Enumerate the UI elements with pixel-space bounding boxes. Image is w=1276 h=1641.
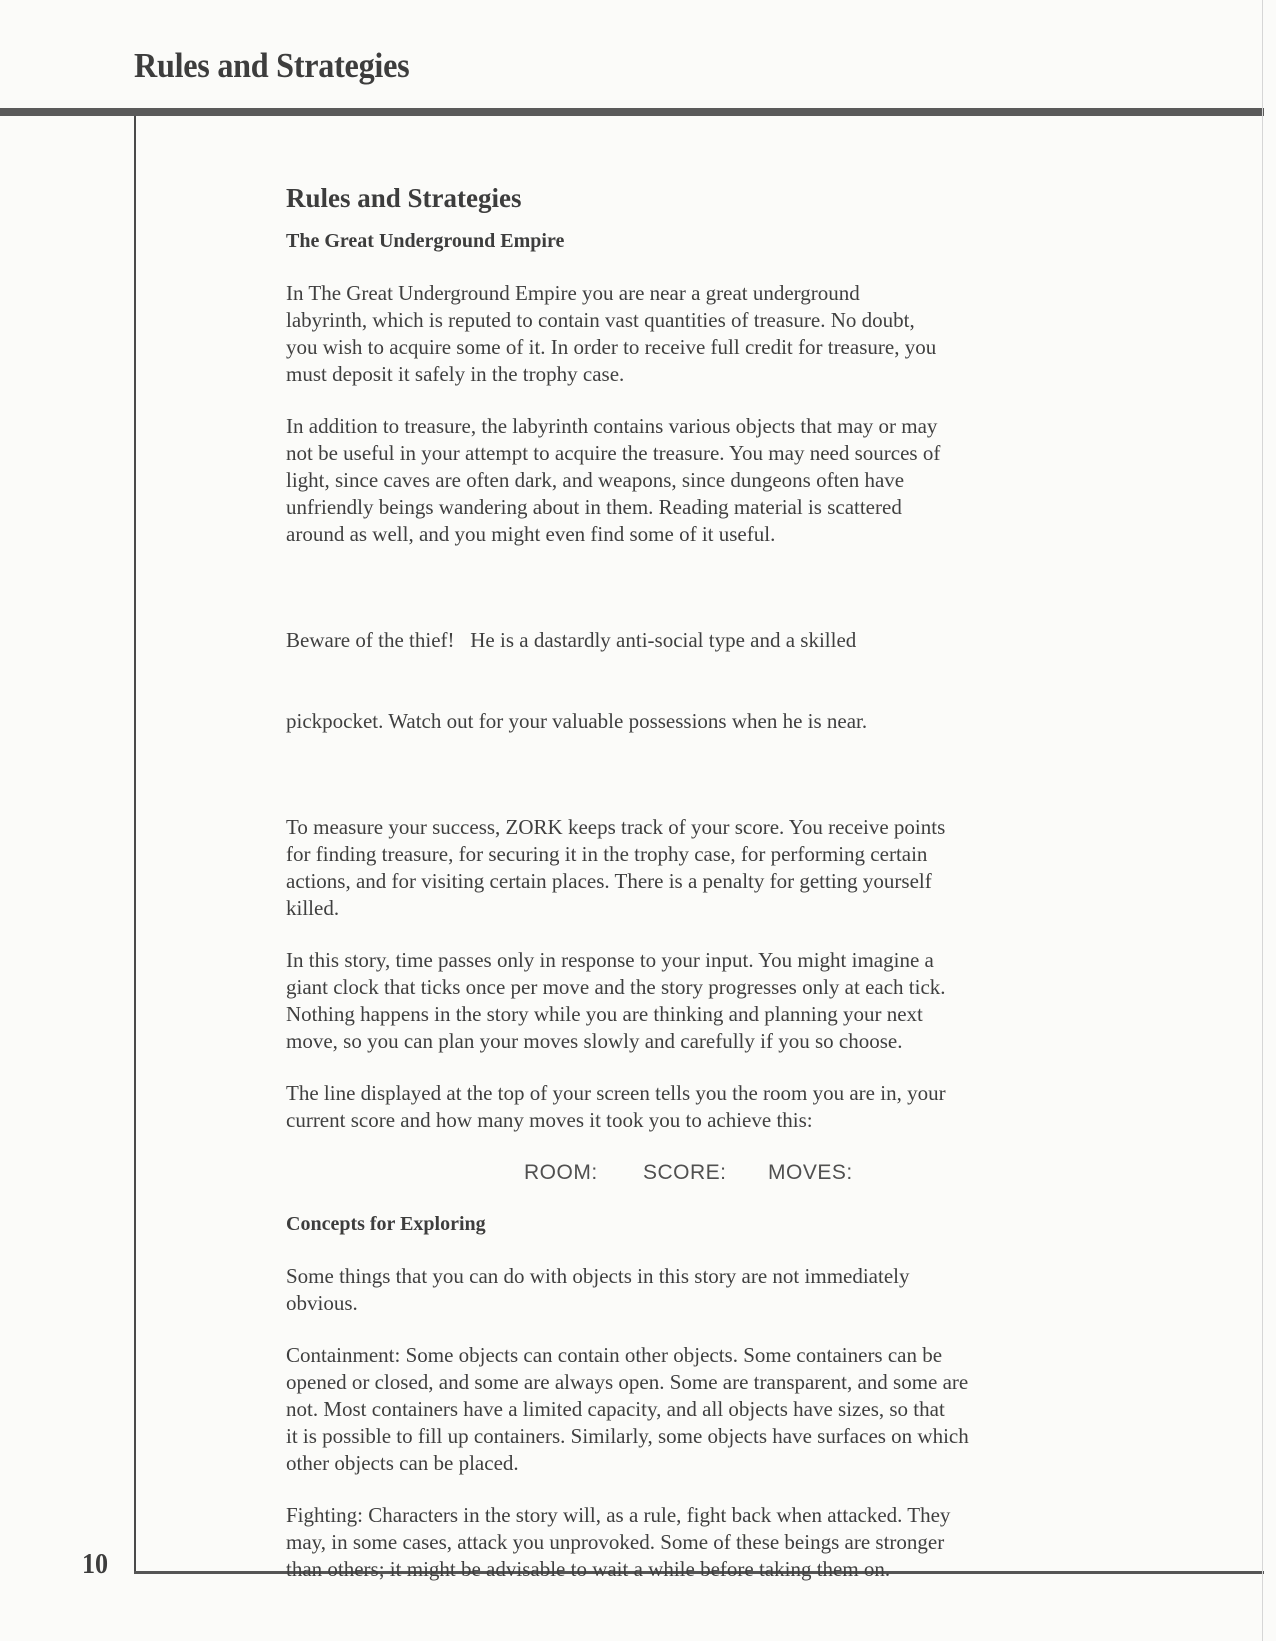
text-line: In addition to treasure, the labyrinth contains various objects that may or may [286,414,938,438]
page-content [286,180,1116,1583]
text-line: it is possible to fill up containers. Similarly, some objects have surfaces on which [286,1424,969,1448]
text-line: labyrinth, which is reputed to contain vast quantities of treasure. No doubt, [286,308,915,332]
text-line: may, in some cases, attack you unprovoked. Some of these beings are stronger [286,1530,945,1554]
page-edge [1262,0,1263,1641]
page-number: 10 [82,1548,109,1580]
left-rule [134,116,136,1573]
text-line: than others; it might be advisable to wait a while before taking them on. [286,1557,891,1581]
text-line: pickpocket. Watch out for your valuable possessions when he is near. [286,709,868,733]
text-line: move, so you can plan your moves slowly and carefully if you so choose. [286,1029,903,1053]
paragraph-time [286,947,1116,1055]
status-room-label: ROOM: [524,1161,598,1184]
text-line: not. Most containers have a limited capacity, and all objects have sizes, so that [286,1397,945,1421]
status-moves-label: MOVES: [768,1161,853,1184]
paragraph-containment [286,1342,1116,1477]
section-title: Rules and Strategies [286,183,522,213]
text-line: Nothing happens in the story while you are thinking and planning your next [286,1002,923,1026]
subheading-great-underground-empire: The Great Underground Empire [286,230,565,252]
text-line: obvious. [286,1291,358,1315]
text-line: The line displayed at the top of your screen tells you the room you are in, your [286,1081,946,1105]
paragraph-intro [286,280,1116,388]
text-line: must deposit it safely in the trophy case. [286,362,625,386]
top-rule [0,108,1264,116]
text-line: Some things that you can do with objects in this story are not immediately [286,1264,910,1288]
text-line: actions, and for visiting certain places. There is a penalty for getting yourself [286,869,932,893]
text-line: giant clock that ticks once per move and the story progresses only at each tick. [286,975,946,999]
paragraph-score [286,814,1116,922]
paragraph-fighting [286,1502,1116,1583]
text-line: for finding treasure, for securing it in the trophy case, for performing certain [286,842,928,866]
text-line: In this story, time passes only in response to your input. You might imagine a [286,948,934,972]
text-line: opened or closed, and some are always open. Some are transparent, and some are [286,1370,969,1394]
status-line-example [286,1159,1116,1186]
paragraph-objects [286,413,1116,548]
text-line: To measure your success, ZORK keeps track of your score. You receive points [286,815,946,839]
text-line: Containment: Some objects can contain other objects. Some containers can be [286,1343,943,1367]
paragraph-concepts-intro [286,1263,1116,1317]
text-line: not be useful in your attempt to acquire the treasure. You may need sources of [286,441,941,465]
text-line: light, since caves are often dark, and weapons, since dungeons often have [286,468,905,492]
text-line: killed. [286,896,340,920]
text-line: other objects can be placed. [286,1451,519,1475]
text-line: Beware of the thief! He is a dastardly anti-social type and a skilled [286,628,857,652]
running-head: Rules and Strategies [134,46,410,85]
text-line: Fighting: Characters in the story will, as a rule, fight back when attacked. They [286,1503,951,1527]
paragraph-thief [286,573,1116,789]
text-line: you wish to acquire some of it. In order to receive full credit for treasure, you [286,335,937,359]
text-line: around as well, and you might even find some of it useful. [286,522,776,546]
status-score-label: SCORE: [643,1161,727,1184]
text-line: In The Great Underground Empire you are near a great underground [286,281,860,305]
text-line: current score and how many moves it took you to achieve this: [286,1108,813,1132]
text-line: unfriendly beings wandering about in them. Reading material is scattered [286,495,902,519]
subheading-concepts-for-exploring: Concepts for Exploring [286,1213,486,1235]
paragraph-status-line [286,1080,1116,1134]
